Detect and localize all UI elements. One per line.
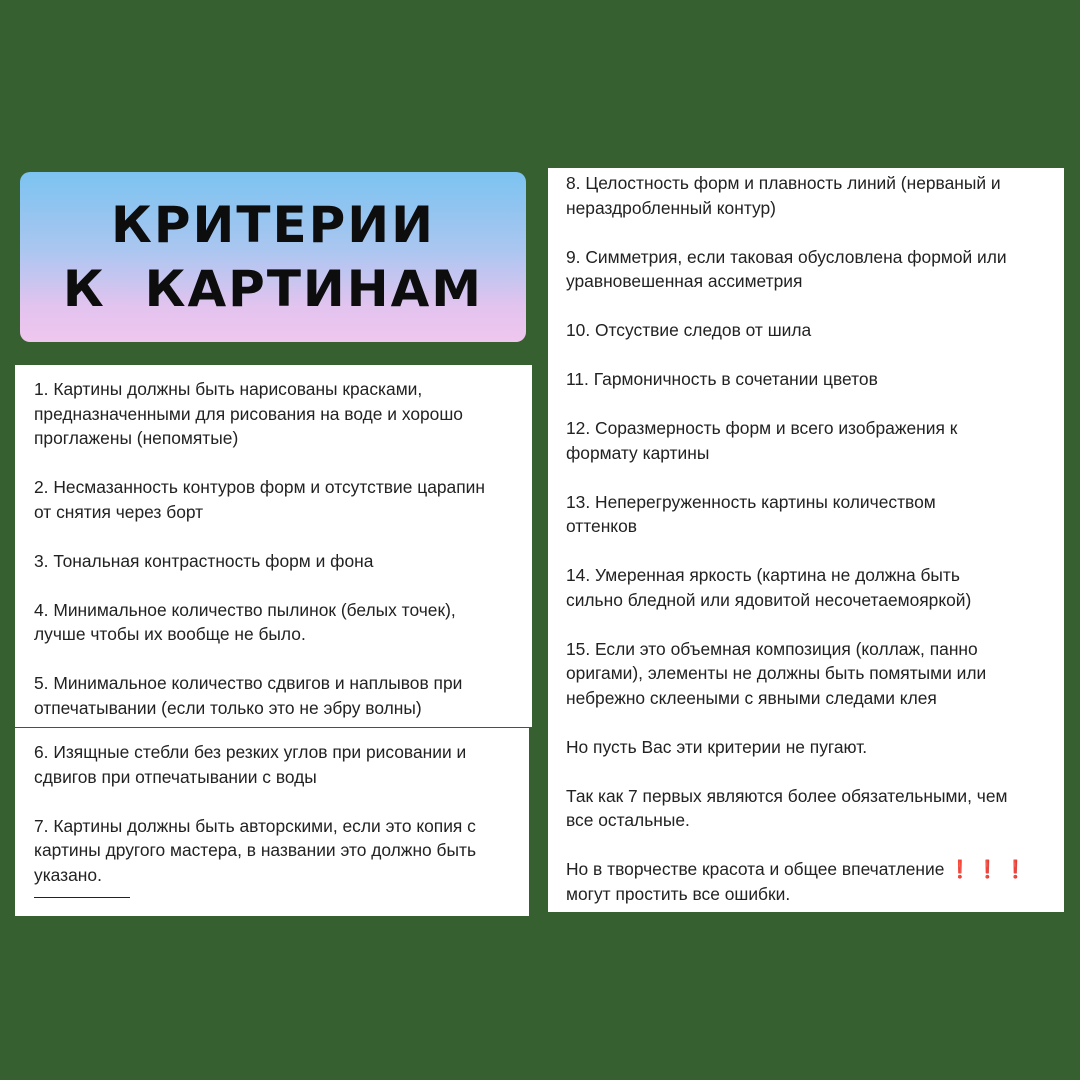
- criterion-6-line-2: сдвигов при отпечатывании с воды: [34, 766, 317, 787]
- note-2-line-1: Так как 7 первых являются более обязательными, чем: [566, 785, 1008, 806]
- criterion-8-line-1: 8. Целостность форм и плавность линий (нерваный и: [566, 173, 1001, 193]
- criterion-13-line-1: 13. Неперегруженность картины количеством: [566, 491, 936, 512]
- criterion-3-line-1: 3. Тональная контрастность форм и фона: [34, 550, 374, 571]
- underline-divider: [34, 897, 130, 898]
- criterion-1-line-2: предназначенными для рисования на воде и хорошо: [34, 403, 463, 424]
- exclamation-icon: ❗❗❗: [949, 859, 1033, 879]
- note-3-line-1: [566, 857, 1054, 882]
- criterion-10-line-1: 10. Отсуствие следов от шила: [566, 320, 812, 340]
- criterion-5-line-2: отпечатывании (если только это не эбру волны): [34, 697, 422, 718]
- criterion-15-line-2: оригами), элементы не должны быть помятыми или: [566, 663, 987, 683]
- criterion-7-line-2: картины другого мастера, в названии это должно быть: [34, 840, 477, 860]
- criterion-8-line-2: нераздробленный контур): [566, 197, 776, 218]
- criterion-2-line-2: от снятия через борт: [34, 501, 204, 522]
- criterion-7-line-1: 7. Картины должны быть авторскими, если это копия с: [34, 815, 476, 836]
- criterion-15-line-1: 15. Если это объемная композиция (коллаж, панно: [566, 638, 978, 659]
- criterion-12-line-1: 12. Соразмерность форм и всего изображения к: [566, 418, 958, 438]
- note-1-line-1: Но пусть Вас эти критерии не пугают.: [566, 736, 868, 757]
- criterion-9-line-2: уравновешенная ассиметрия: [566, 271, 803, 291]
- criteria-card-1: [15, 365, 532, 727]
- note-3-line-2: могут простить все ошибки.: [566, 883, 791, 904]
- criterion-13-line-2: оттенков: [566, 516, 638, 536]
- criterion-4-line-1: 4. Минимальное количество пылинок (белых точек),: [34, 599, 456, 620]
- criterion-9-line-1: 9. Симметрия, если таковая обусловлена формой или: [566, 246, 1007, 267]
- title-banner: [20, 172, 526, 342]
- criterion-14-line-1: 14. Умеренная яркость (картина не должна быть: [566, 565, 960, 585]
- title-line-2: К КАРТИНАМ: [62, 260, 484, 318]
- criterion-5-line-1: 5. Минимальное количество сдвигов и наплывов при: [34, 673, 463, 693]
- note-3-text: Но в творчестве красота и общее впечатление: [566, 859, 945, 879]
- criterion-2-line-1: 2. Несмазанность контуров форм и отсутствие царапин: [34, 477, 485, 497]
- criterion-6-line-1: 6. Изящные стебли без резких углов при рисовании и: [34, 742, 467, 762]
- criterion-1-line-1: 1. Картины должны быть нарисованы красками,: [34, 379, 423, 399]
- criteria-card-3: [548, 168, 1064, 912]
- criterion-12-line-2: формату картины: [566, 442, 710, 463]
- criterion-4-line-2: лучше чтобы их вообще не было.: [34, 624, 306, 644]
- note-2-line-2: все остальные.: [566, 810, 690, 830]
- title-line-1: КРИТЕРИИ: [111, 196, 435, 254]
- criterion-11-line-1: 11. Гармоничность в сочетании цветов: [566, 369, 878, 389]
- criterion-14-line-2: сильно бледной или ядовитой несочетаемояркой): [566, 589, 972, 610]
- criteria-card-2: [15, 728, 529, 916]
- criterion-15-line-3: небрежно склееными с явными следами клея: [566, 687, 937, 708]
- criterion-7-line-3: указано.: [34, 864, 102, 885]
- criterion-1-line-3: проглажены (непомятые): [34, 428, 239, 448]
